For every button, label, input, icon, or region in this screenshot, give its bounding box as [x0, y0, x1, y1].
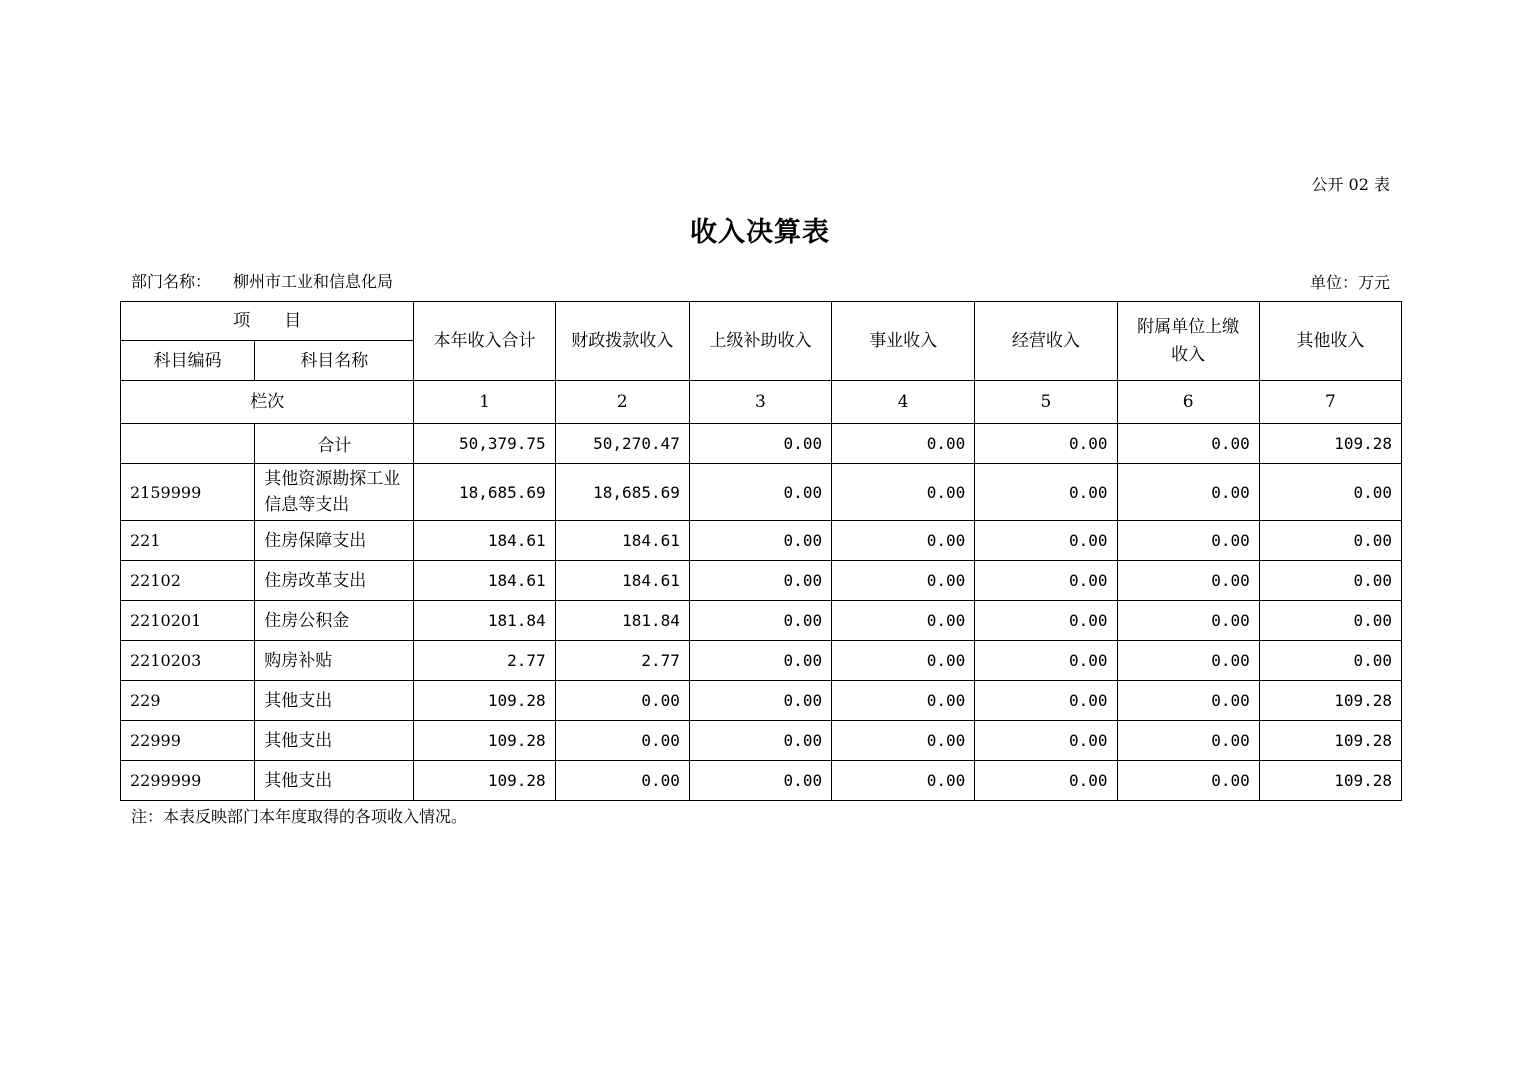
cell-value: 0.00 — [1259, 521, 1401, 561]
header-row-index: 栏次 — [121, 381, 414, 424]
cell-value: 0.00 — [832, 681, 975, 721]
table-row — [121, 721, 1402, 761]
cell-value: 109.28 — [414, 681, 555, 721]
cell-value: 2.77 — [414, 641, 555, 681]
table-row — [121, 641, 1402, 681]
cell-value: 0.00 — [832, 641, 975, 681]
cell-value: 181.84 — [414, 601, 555, 641]
cell-value: 0.00 — [1117, 721, 1259, 761]
table-row — [121, 561, 1402, 601]
cell-value: 0.00 — [689, 561, 831, 601]
cell-value: 0.00 — [689, 424, 831, 464]
header-col-total: 本年收入合计 — [414, 302, 555, 381]
header-col-other: 其他收入 — [1259, 302, 1401, 381]
col-number: 4 — [832, 381, 975, 424]
cell-name: 购房补贴 — [255, 641, 414, 681]
cell-value: 0.00 — [832, 521, 975, 561]
cell-code: 2159999 — [121, 464, 255, 521]
table-header — [121, 302, 1402, 424]
col-number: 2 — [555, 381, 689, 424]
table-row — [121, 681, 1402, 721]
cell-value: 0.00 — [975, 761, 1117, 801]
cell-value: 0.00 — [1117, 761, 1259, 801]
cell-value: 0.00 — [832, 464, 975, 521]
cell-name: 合计 — [255, 424, 414, 464]
page-title: 收入决算表 — [690, 217, 830, 248]
table-row — [121, 601, 1402, 641]
cell-value: 0.00 — [975, 464, 1117, 521]
cell-value: 0.00 — [975, 521, 1117, 561]
cell-code: 229 — [121, 681, 255, 721]
cell-code: 2299999 — [121, 761, 255, 801]
cell-value: 0.00 — [555, 761, 689, 801]
cell-value: 184.61 — [555, 561, 689, 601]
cell-code: 221 — [121, 521, 255, 561]
cell-value: 0.00 — [832, 761, 975, 801]
cell-value: 0.00 — [689, 681, 831, 721]
header-name: 科目名称 — [255, 341, 414, 381]
table-row — [121, 761, 1402, 801]
cell-value: 0.00 — [975, 601, 1117, 641]
cell-name: 其他支出 — [255, 721, 414, 761]
table-row — [121, 464, 1402, 521]
header-col-business: 事业收入 — [832, 302, 975, 381]
cell-code: 22102 — [121, 561, 255, 601]
cell-value: 0.00 — [1117, 641, 1259, 681]
cell-value: 109.28 — [414, 721, 555, 761]
cell-value: 109.28 — [1259, 424, 1401, 464]
table-body — [121, 424, 1402, 801]
cell-value: 0.00 — [975, 681, 1117, 721]
cell-value: 0.00 — [1117, 521, 1259, 561]
cell-value: 0.00 — [1117, 681, 1259, 721]
col-number: 1 — [414, 381, 555, 424]
cell-name: 住房保障支出 — [255, 521, 414, 561]
cell-value: 0.00 — [689, 521, 831, 561]
cell-value: 0.00 — [1259, 641, 1401, 681]
cell-value: 184.61 — [414, 561, 555, 601]
cell-value: 109.28 — [1259, 681, 1401, 721]
cell-value: 0.00 — [832, 424, 975, 464]
header-col-superior-subsidy: 上级补助收入 — [689, 302, 831, 381]
cell-value: 0.00 — [1259, 601, 1401, 641]
cell-name: 住房公积金 — [255, 601, 414, 641]
cell-value: 109.28 — [414, 761, 555, 801]
cell-value: 184.61 — [555, 521, 689, 561]
header-item: 项 目 — [121, 302, 414, 341]
cell-value: 109.28 — [1259, 721, 1401, 761]
cell-value: 0.00 — [689, 761, 831, 801]
cell-value: 18,685.69 — [414, 464, 555, 521]
cell-value: 18,685.69 — [555, 464, 689, 521]
cell-value: 2.77 — [555, 641, 689, 681]
cell-value: 0.00 — [1259, 561, 1401, 601]
cell-name: 住房改革支出 — [255, 561, 414, 601]
form-number: 公开 02 表 — [1311, 175, 1390, 194]
col-number: 7 — [1259, 381, 1401, 424]
cell-value: 184.61 — [414, 521, 555, 561]
cell-value: 0.00 — [689, 641, 831, 681]
cell-value: 0.00 — [832, 721, 975, 761]
table-note: 注：本表反映部门本年度取得的各项收入情况。 — [131, 807, 468, 826]
header-code: 科目编码 — [121, 341, 255, 381]
cell-value: 0.00 — [555, 721, 689, 761]
col-number: 5 — [975, 381, 1117, 424]
cell-value: 0.00 — [689, 601, 831, 641]
cell-value: 0.00 — [832, 601, 975, 641]
row-index-line — [121, 381, 1402, 424]
cell-value: 181.84 — [555, 601, 689, 641]
col-number: 6 — [1117, 381, 1259, 424]
income-table — [120, 301, 1402, 801]
cell-value: 0.00 — [975, 721, 1117, 761]
cell-value: 0.00 — [832, 561, 975, 601]
cell-value: 0.00 — [689, 721, 831, 761]
cell-value: 0.00 — [1117, 601, 1259, 641]
cell-code: 22999 — [121, 721, 255, 761]
cell-code: 2210201 — [121, 601, 255, 641]
cell-value: 0.00 — [555, 681, 689, 721]
cell-value: 0.00 — [975, 424, 1117, 464]
cell-value: 109.28 — [1259, 761, 1401, 801]
cell-value: 0.00 — [975, 561, 1117, 601]
department-line — [131, 269, 393, 292]
cell-name: 其他支出 — [255, 761, 414, 801]
cell-value: 0.00 — [1259, 464, 1401, 521]
department-name: 柳州市工业和信息化局 — [233, 272, 394, 291]
cell-value: 0.00 — [689, 464, 831, 521]
header-col-fiscal: 财政拨款收入 — [555, 302, 689, 381]
cell-value: 0.00 — [1117, 464, 1259, 521]
cell-value: 0.00 — [975, 641, 1117, 681]
cell-value: 0.00 — [1117, 424, 1259, 464]
department-label: 部门名称： — [131, 272, 212, 291]
cell-code: 2210203 — [121, 641, 255, 681]
total-row — [121, 424, 1402, 464]
cell-name: 其他支出 — [255, 681, 414, 721]
cell-code — [121, 424, 255, 464]
cell-value: 50,379.75 — [414, 424, 555, 464]
col-number: 3 — [689, 381, 831, 424]
unit-label: 单位：万元 — [1309, 273, 1390, 292]
cell-value: 50,270.47 — [555, 424, 689, 464]
cell-name: 其他资源勘探工业信息等支出 — [255, 464, 414, 521]
header-col-affiliated: 附属单位上缴收入 — [1117, 302, 1259, 381]
header-col-operating: 经营收入 — [975, 302, 1117, 381]
table-row — [121, 521, 1402, 561]
cell-value: 0.00 — [1117, 561, 1259, 601]
